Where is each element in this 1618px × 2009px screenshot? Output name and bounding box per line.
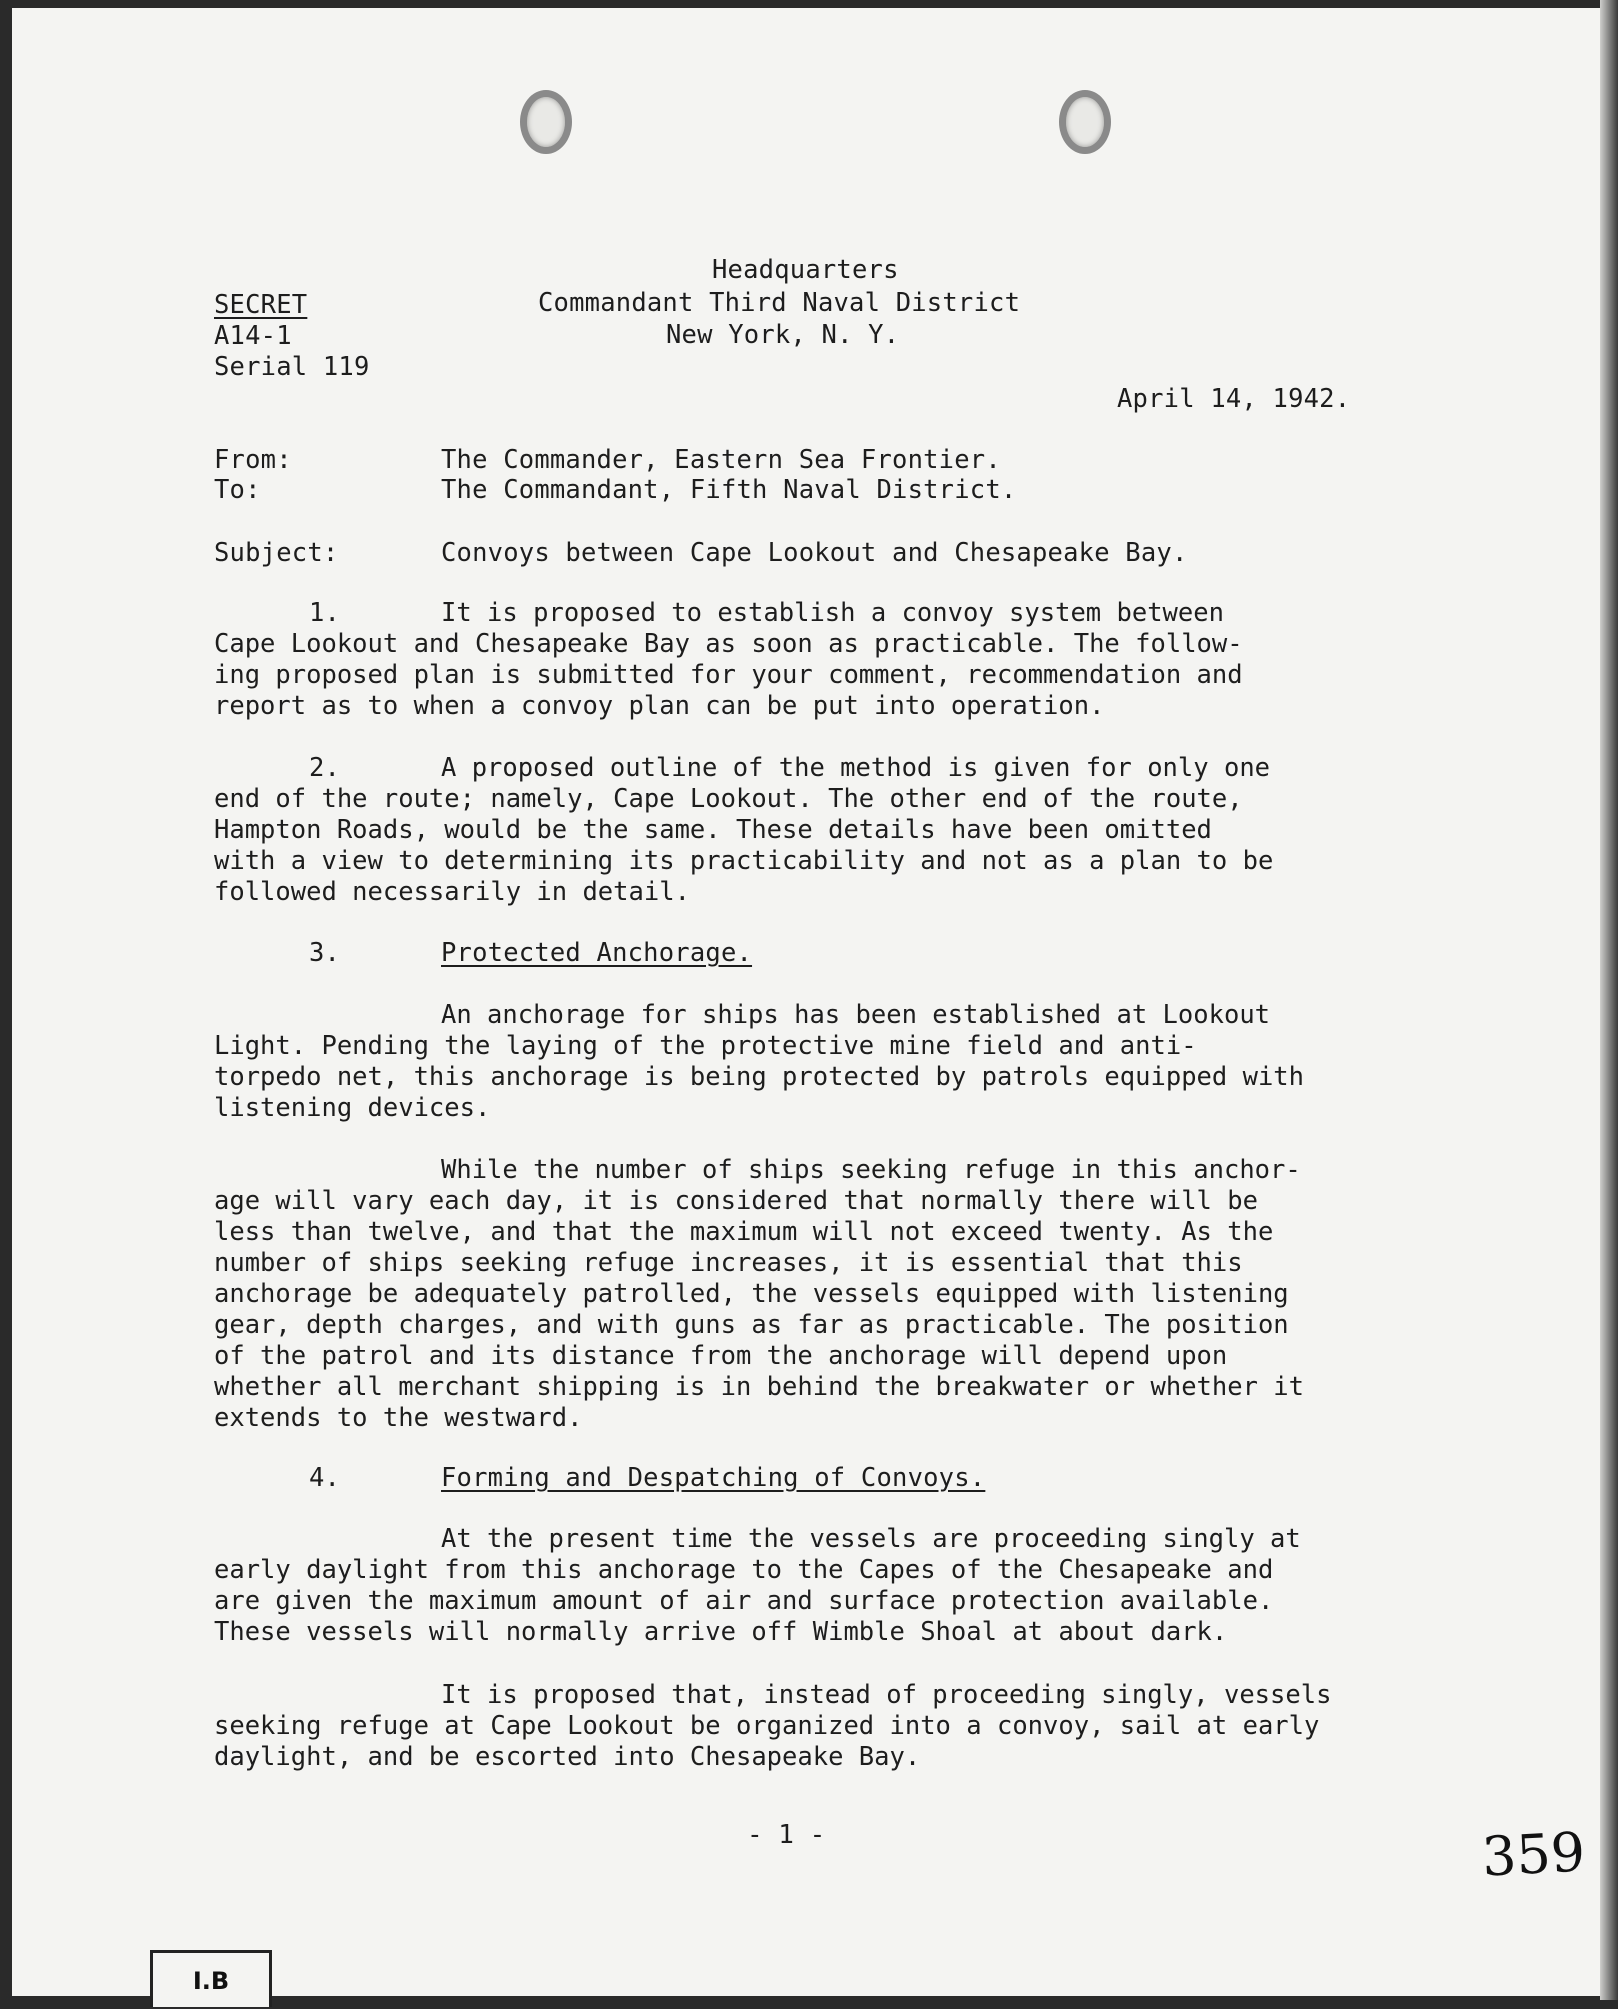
paragraph-2-text: A proposed outline of the method is given for only one end of the route; namely, Cape Lookout. The other end of the route, Hampton Roads, would be the same. These details have been omitted with a view to determining its practicability and not as a plan to be followed necessarily in detail. [214,753,1274,907]
paragraph-4-text-a: At the present time the vessels are proceeding singly at early daylight from this anchorage to the Capes of the Chesapeake and are given the maximum amount of air and surface protection available. These vessels will normally arrive off Wimble Shoal at about dark. [214,1524,1301,1647]
paragraph-3-heading: Protected Anchorage. [441,938,753,968]
paragraph-3-text-a: An anchorage for ships has been established at Lookout Light. Pending the laying of the protective mine field and anti- torpedo net, this anchorage is being protected by patrols equipped with listening devices. [214,1000,1305,1123]
paragraph-1-number: 1. [309,598,341,628]
index-tab: I.B [150,1950,272,2007]
page-number: - 1 - [747,1820,826,1850]
classification-mark: SECRET [214,290,308,320]
org-line-3: New York, N. Y. [666,320,900,350]
org-line-1: Headquarters [712,255,899,285]
paragraph-4-heading: Forming and Despatching of Convoys. [441,1463,986,1493]
paragraph-1-text: It is proposed to establish a convoy system between Cape Lookout and Chesapeake Bay as soon as practicable. The follow- ing proposed plan is submitted for your comment, recommendation and report as to when a convoy plan can be put into operation. [214,598,1243,721]
paragraph-3-number: 3. [309,938,341,968]
from-value: The Commander, Eastern Sea Frontier. [441,445,1001,475]
punch-hole-right [1059,90,1111,154]
page-edge-shadow [1600,0,1618,2000]
punch-hole-left [520,90,572,154]
paragraph-3-text-b: While the number of ships seeking refuge in this anchor- age will vary each day, it is considered that normally there will be less than twelve, and that the maximum will not exceed twenty. As the number of ships seeking refuge increases, it is essential that this anchorage be adequately patrolled, the vessels equipped with listening gear, depth charges, and with guns as far as practicable. The position of the patrol and its distance from the anchorage will depend upon whether all merchant shipping is in behind the breakwater or whether it extends to the westward. [214,1155,1305,1433]
to-value: The Commandant, Fifth Naval District. [441,475,1017,505]
paragraph-4-number: 4. [309,1463,341,1493]
handwritten-folio-number: 359 [1480,1820,1587,1889]
paragraph-2-number: 2. [309,753,341,783]
paragraph-4-text-b: It is proposed that, instead of proceeding singly, vessels seeking refuge at Cape Lookout be organized into a convoy, sail at early daylight, and be escorted into Chesapeake Bay. [214,1680,1332,1772]
document-page [12,8,1600,1996]
from-label: From: [214,445,292,475]
subject-value: Convoys between Cape Lookout and Chesapeake Bay. [441,538,1188,568]
to-label: To: [214,475,261,505]
serial-number: Serial 119 [214,352,370,382]
org-line-2: Commandant Third Naval District [538,288,1021,318]
subject-label: Subject: [214,538,339,568]
letter-date: April 14, 1942. [1117,384,1351,414]
file-reference: A14-1 [214,321,292,351]
